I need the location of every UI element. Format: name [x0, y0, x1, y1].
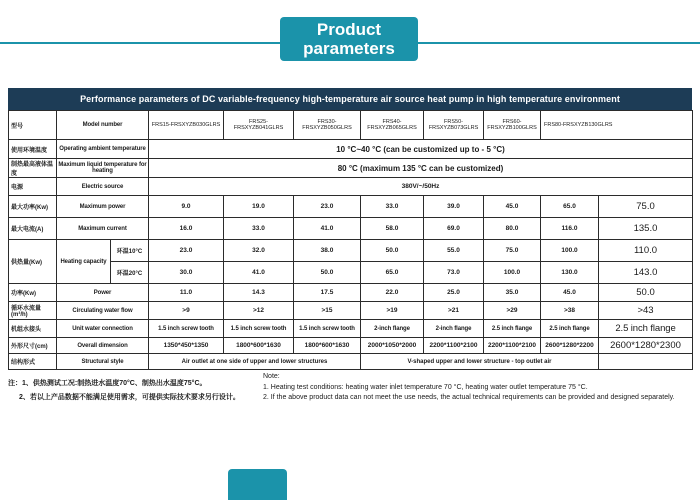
section-banner-line1: Product — [316, 20, 382, 39]
param-row — [9, 262, 693, 284]
param-value: 1.5 inch screw tooth — [224, 320, 294, 338]
section-banner-line2: parameters — [303, 39, 395, 58]
param-value: 2000*1050*2000 — [361, 338, 424, 354]
notes-chinese — [8, 377, 240, 405]
param-value: 80 °C (maximum 135 °C can be customized) — [149, 159, 693, 178]
param-label-en: Overall dimension — [57, 338, 149, 354]
param-value: >29 — [484, 302, 541, 320]
param-row — [9, 302, 693, 320]
param-label-cn: 功率(Kw) — [9, 284, 57, 302]
param-value: >9 — [149, 302, 224, 320]
param-label-en: Maximum liquid temperature for heating — [57, 159, 149, 178]
param-label-cn: 电源 — [9, 178, 57, 196]
section-banner — [280, 17, 418, 61]
param-row — [9, 354, 693, 370]
param-value: 2-inch flange — [361, 320, 424, 338]
param-sublabel: 环温20°C — [111, 262, 149, 284]
param-value: 135.0 — [599, 218, 693, 240]
param-label-cn: 外形尺寸(cm) — [9, 338, 57, 354]
param-value: 65.0 — [361, 262, 424, 284]
param-value: 2600*1280*2300 — [599, 338, 693, 354]
param-label-en: Structural style — [57, 354, 149, 370]
note-en-line1: 1. Heating test conditions: heating water inlet temperature 70 °C, heating water outlet temperature 75 °C. — [263, 383, 588, 391]
next-section-banner-partial — [228, 469, 287, 500]
param-label-en: Maximum current — [57, 218, 149, 240]
param-value: 19.0 — [224, 196, 294, 218]
param-label-en: Heating capacity — [57, 240, 111, 284]
model-number: FRS25-FRSXYZB041GLRS — [224, 111, 294, 140]
param-value: 33.0 — [361, 196, 424, 218]
param-value: 1350*450*1350 — [149, 338, 224, 354]
param-value: 100.0 — [484, 262, 541, 284]
param-label-en: Unit water connection — [57, 320, 149, 338]
param-value: >15 — [294, 302, 361, 320]
model-number: FRS80-FRSXYZB130GLRS — [541, 111, 693, 140]
param-value: 23.0 — [294, 196, 361, 218]
param-label-cn: 使用环境温度 — [9, 140, 57, 159]
param-value: 80.0 — [484, 218, 541, 240]
param-label-en: Power — [57, 284, 149, 302]
param-value: 380V/~/50Hz — [149, 178, 693, 196]
note-cn-line1: 注：1、供热测试工况:制热进水温度70°C、制热出水温度75°C。 — [8, 380, 207, 387]
param-value: 17.5 — [294, 284, 361, 302]
param-value: 58.0 — [361, 218, 424, 240]
param-value: 30.0 — [149, 262, 224, 284]
param-value: 75.0 — [484, 240, 541, 262]
param-value: 2.5 inch flange — [484, 320, 541, 338]
notes-english — [263, 372, 675, 404]
param-row — [9, 111, 693, 140]
param-value: 41.0 — [224, 262, 294, 284]
param-value: >21 — [424, 302, 484, 320]
param-value: 39.0 — [424, 196, 484, 218]
param-value: >38 — [541, 302, 599, 320]
param-value: 14.3 — [224, 284, 294, 302]
structural-style-value: V-shaped upper and lower structure - top outlet air — [361, 354, 599, 370]
param-value: >19 — [361, 302, 424, 320]
param-value: 32.0 — [224, 240, 294, 262]
param-value: 45.0 — [541, 284, 599, 302]
param-label-cn: 最大功率(Kw) — [9, 196, 57, 218]
model-number: FRS30-FRSXYZB050GLRS — [294, 111, 361, 140]
param-value: 65.0 — [541, 196, 599, 218]
param-value: 10 °C~40 °C (can be customized up to - 5 °C) — [149, 140, 693, 159]
param-value: 11.0 — [149, 284, 224, 302]
param-value: 16.0 — [149, 218, 224, 240]
param-value: 23.0 — [149, 240, 224, 262]
param-label-cn: 机组水接头 — [9, 320, 57, 338]
param-value: 75.0 — [599, 196, 693, 218]
param-value: >43 — [599, 302, 693, 320]
param-value: >12 — [224, 302, 294, 320]
param-value: 2600*1280*2200 — [541, 338, 599, 354]
param-value: 69.0 — [424, 218, 484, 240]
model-number: FRS15-FRSXYZB030GLRS — [149, 111, 224, 140]
param-row — [9, 240, 693, 262]
param-value: 2.5 inch flange — [599, 320, 693, 338]
param-value: 9.0 — [149, 196, 224, 218]
param-row — [9, 159, 693, 178]
note-cn-line2: 2、若以上产品数据不能满足使用需求，可提供实际技术要求另行设计。 — [19, 394, 240, 401]
param-value: 2200*1100*2100 — [424, 338, 484, 354]
spec-table-container — [8, 88, 692, 370]
structural-style-value — [599, 354, 693, 370]
param-value: 38.0 — [294, 240, 361, 262]
param-row — [9, 196, 693, 218]
param-value: 130.0 — [541, 262, 599, 284]
parameters-table — [8, 110, 693, 370]
param-value: 110.0 — [599, 240, 693, 262]
param-value: 45.0 — [484, 196, 541, 218]
param-row — [9, 218, 693, 240]
param-value: 35.0 — [484, 284, 541, 302]
param-row — [9, 140, 693, 159]
param-label-en: Circulating water flow — [57, 302, 149, 320]
param-value: 1.5 inch screw tooth — [294, 320, 361, 338]
param-value: 55.0 — [424, 240, 484, 262]
param-label-en: Operating ambient temperature — [57, 140, 149, 159]
param-value: 1800*600*1630 — [294, 338, 361, 354]
table-title: Performance parameters of DC variable-frequency high-temperature air source heat pump in high temperature environment — [8, 88, 692, 110]
model-number: FRS40-FRSXYZB065GLRS — [361, 111, 424, 140]
note-en-title: Note: — [263, 373, 280, 380]
param-value: 41.0 — [294, 218, 361, 240]
param-label-cn: 结构形式 — [9, 354, 57, 370]
param-value: 2-inch flange — [424, 320, 484, 338]
param-value: 50.0 — [599, 284, 693, 302]
param-label-cn: 型号 — [9, 111, 57, 140]
param-value: 22.0 — [361, 284, 424, 302]
model-number: FRS60-FRSXYZB100GLRS — [484, 111, 541, 140]
param-sublabel: 环温10°C — [111, 240, 149, 262]
param-label-cn: 最大电流(A) — [9, 218, 57, 240]
param-value: 25.0 — [424, 284, 484, 302]
param-label-cn: 供热量(Kw) — [9, 240, 57, 284]
structural-style-value: Air outlet at one side of upper and lower structures — [149, 354, 361, 370]
param-value: 2200*1100*2100 — [484, 338, 541, 354]
param-value: 143.0 — [599, 262, 693, 284]
param-label-cn: 循环水流量(m³/h) — [9, 302, 57, 320]
param-label-en: Electric source — [57, 178, 149, 196]
param-row — [9, 178, 693, 196]
param-value: 2.5 inch flange — [541, 320, 599, 338]
param-row — [9, 284, 693, 302]
param-value: 1.5 inch screw tooth — [149, 320, 224, 338]
param-value: 33.0 — [224, 218, 294, 240]
param-value: 116.0 — [541, 218, 599, 240]
param-label-en: Maximum power — [57, 196, 149, 218]
param-label-en: Model number — [57, 111, 149, 140]
param-value: 100.0 — [541, 240, 599, 262]
param-row — [9, 338, 693, 354]
param-value: 50.0 — [361, 240, 424, 262]
note-en-line2: 2. If the above product data can not meet the use needs, the actual technical requirements can be provided and designed separately. — [263, 394, 675, 401]
model-number: FRS50-FRSXYZB073GLRS — [424, 111, 484, 140]
param-label-cn: 制热最高液体温度 — [9, 159, 57, 178]
param-value: 1800*600*1630 — [224, 338, 294, 354]
param-row — [9, 320, 693, 338]
param-value: 73.0 — [424, 262, 484, 284]
param-value: 50.0 — [294, 262, 361, 284]
